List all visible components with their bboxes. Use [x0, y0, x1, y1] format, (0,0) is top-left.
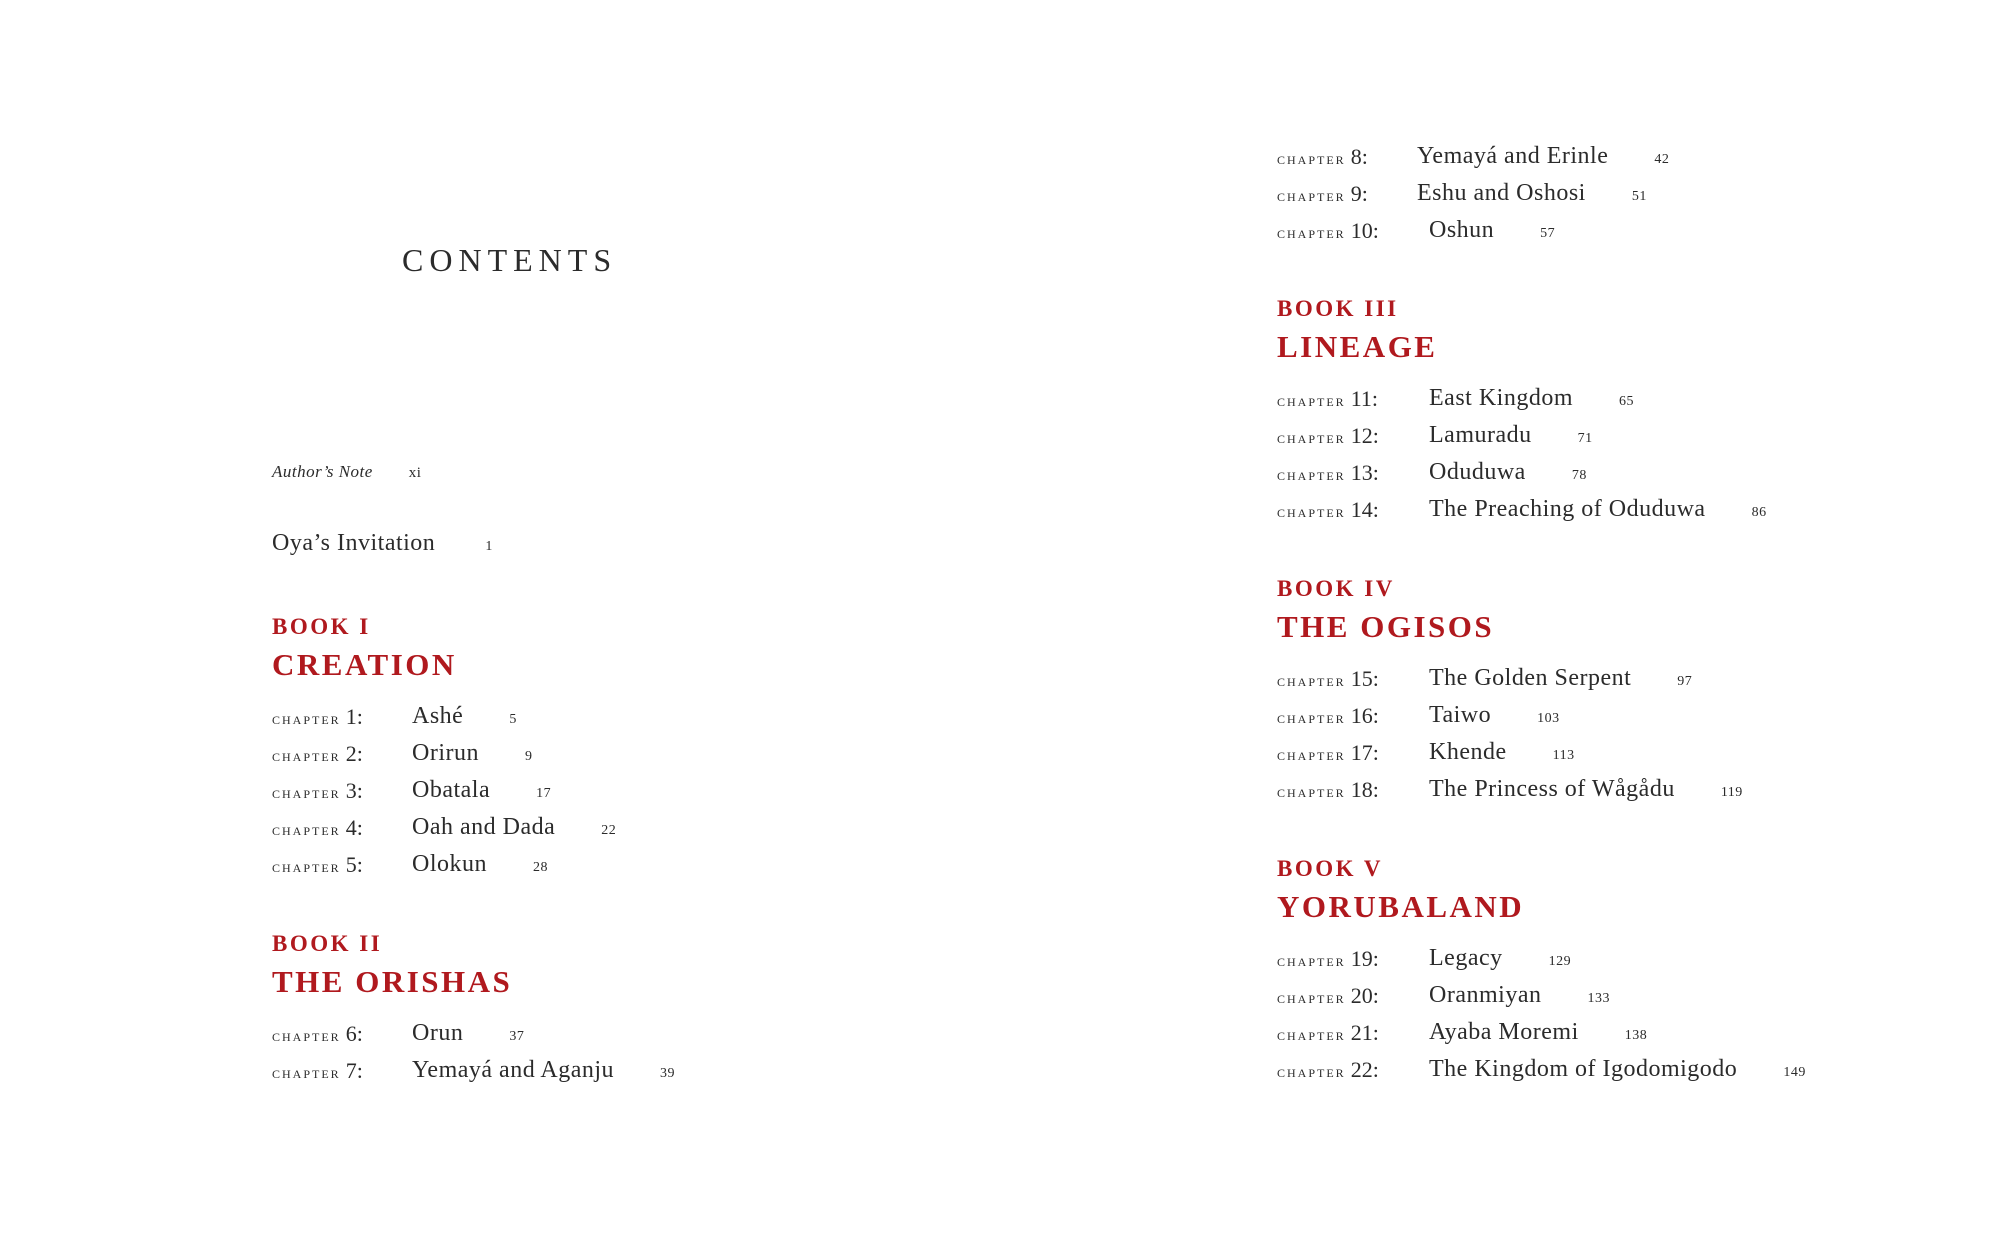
- chapter-page: 129: [1548, 954, 1572, 969]
- chapter-word: chapter: [272, 857, 341, 876]
- chapter-number: 19:: [1350, 946, 1379, 971]
- chapter-list: [272, 1015, 676, 1089]
- chapter-title-wrap: [412, 735, 532, 775]
- chapter-entry[interactable]: [1277, 771, 1743, 808]
- chapter-number: 6:: [345, 1021, 363, 1046]
- chapter-word: chapter: [1277, 465, 1346, 484]
- chapter-number: 12:: [1350, 423, 1379, 448]
- chapter-word: chapter: [1277, 782, 1346, 801]
- chapter-page: 28: [533, 860, 548, 875]
- chapter-entry[interactable]: [1277, 417, 1593, 454]
- invitation-title: Oya’s Invitation: [272, 530, 436, 556]
- chapter-title-wrap: [1429, 417, 1593, 457]
- book-section-continued: [1277, 138, 1670, 249]
- chapter-title-wrap: [1429, 212, 1555, 252]
- book-section: [272, 610, 617, 883]
- chapter-word: chapter: [1277, 951, 1346, 970]
- chapter-title: Oduduwa: [1429, 459, 1526, 485]
- chapter-word: chapter: [1277, 186, 1346, 205]
- chapter-entry[interactable]: [1277, 454, 1587, 491]
- chapter-title-wrap: [1429, 734, 1575, 774]
- book-section: [1277, 852, 1806, 1088]
- chapter-word: chapter: [1277, 1025, 1346, 1044]
- chapter-entry[interactable]: [1277, 138, 1670, 175]
- chapter-number: 7:: [345, 1058, 363, 1083]
- book-title: YORUBALAND: [1277, 889, 1525, 924]
- chapter-word: chapter: [1277, 671, 1346, 690]
- chapter-title-wrap: [412, 1015, 524, 1055]
- chapter-word: chapter: [1277, 988, 1346, 1007]
- chapter-page: 133: [1587, 991, 1610, 1006]
- chapter-number: 4:: [345, 815, 363, 840]
- contents-title: CONTENTS: [402, 242, 618, 278]
- chapter-page: 39: [660, 1066, 676, 1081]
- chapter-word: chapter: [272, 709, 341, 728]
- chapter-word: chapter: [272, 820, 341, 839]
- chapter-number: 20:: [1350, 983, 1379, 1008]
- chapter-number: 10:: [1350, 218, 1379, 243]
- chapter-number: 3:: [345, 778, 363, 803]
- chapter-title: Ashé: [412, 703, 464, 729]
- chapter-title-wrap: [1429, 977, 1610, 1017]
- chapter-title: Obatala: [412, 777, 491, 803]
- chapter-entry[interactable]: [1277, 1051, 1806, 1088]
- chapter-word: chapter: [1277, 149, 1346, 168]
- chapter-page: 78: [1571, 468, 1587, 483]
- chapter-page: 57: [1540, 226, 1556, 241]
- chapter-title-wrap: [412, 809, 616, 849]
- chapter-page: 119: [1720, 785, 1743, 800]
- chapter-title: Legacy: [1429, 945, 1503, 971]
- chapter-number: 2:: [345, 741, 363, 766]
- chapter-title: Oranmiyan: [1429, 982, 1542, 1008]
- chapter-title-wrap: [1429, 454, 1587, 494]
- chapter-entry[interactable]: [272, 809, 617, 846]
- chapter-page: 103: [1537, 711, 1560, 726]
- right-page: [1000, 0, 2000, 1233]
- chapter-title: Yemayá and Aganju: [412, 1057, 615, 1083]
- book-title: THE OGISOS: [1277, 609, 1495, 644]
- chapter-word: chapter: [272, 1063, 341, 1082]
- chapter-page: 22: [601, 823, 617, 838]
- chapter-list: [1277, 380, 1767, 528]
- chapter-number: 15:: [1350, 666, 1379, 691]
- book-label: BOOK III: [1277, 296, 1399, 321]
- chapter-page: 97: [1677, 674, 1693, 689]
- chapter-title: Eshu and Oshosi: [1417, 180, 1586, 206]
- chapter-entry[interactable]: [1277, 734, 1575, 771]
- chapter-title: Oah and Dada: [412, 814, 556, 840]
- book-label: BOOK IV: [1277, 576, 1395, 601]
- chapter-number: 1:: [345, 704, 363, 729]
- chapter-entry[interactable]: [1277, 1014, 1648, 1051]
- book-section: [1277, 572, 1743, 808]
- chapter-title: The Princess of Wågådu: [1429, 776, 1675, 802]
- authors-note-label: Author’s Note: [272, 462, 373, 481]
- book-section: [1277, 292, 1767, 528]
- chapter-number: 8:: [1350, 144, 1368, 169]
- chapter-number: 11:: [1350, 386, 1378, 411]
- authors-note-entry[interactable]: [272, 462, 421, 482]
- chapter-title-wrap: [1417, 138, 1669, 178]
- chapter-title: The Golden Serpent: [1429, 665, 1632, 691]
- chapter-title-wrap: [1429, 491, 1767, 531]
- chapter-title-wrap: [412, 698, 517, 738]
- chapter-number: 21:: [1350, 1020, 1379, 1045]
- chapter-entry[interactable]: [1277, 660, 1693, 697]
- chapter-page: 149: [1783, 1065, 1806, 1080]
- chapter-page: 113: [1552, 748, 1575, 763]
- chapter-list: [1277, 138, 1670, 249]
- chapter-title-wrap: [1429, 1051, 1806, 1091]
- chapter-entry[interactable]: [272, 1052, 676, 1089]
- chapter-title-wrap: [1429, 771, 1743, 811]
- chapter-title-wrap: [1429, 940, 1571, 980]
- chapter-page: 138: [1624, 1028, 1648, 1043]
- book-section: [272, 927, 676, 1089]
- chapter-title: The Preaching of Oduduwa: [1429, 496, 1706, 522]
- chapter-list: [1277, 940, 1806, 1088]
- invitation-entry[interactable]: [272, 530, 493, 557]
- chapter-title-wrap: [412, 1052, 675, 1092]
- book-title: THE ORISHAS: [272, 964, 513, 999]
- chapter-title-wrap: [412, 772, 551, 812]
- chapter-title: Yemayá and Erinle: [1417, 143, 1609, 169]
- chapter-entry[interactable]: [1277, 977, 1610, 1014]
- chapter-title: Orun: [412, 1020, 464, 1046]
- chapter-number: 5:: [345, 852, 363, 877]
- chapter-title-wrap: [1429, 1014, 1647, 1054]
- book-label: BOOK I: [272, 614, 371, 639]
- book-label: BOOK II: [272, 931, 383, 956]
- chapter-title: Orirun: [412, 740, 479, 766]
- chapter-number: 9:: [1350, 181, 1368, 206]
- chapter-word: chapter: [1277, 1062, 1346, 1081]
- chapter-entry[interactable]: [272, 735, 533, 772]
- book-title: CREATION: [272, 647, 457, 682]
- chapter-title: The Kingdom of Igodomigodo: [1429, 1056, 1738, 1082]
- chapter-title: Taiwo: [1429, 702, 1492, 728]
- chapter-title-wrap: [1429, 660, 1692, 700]
- chapter-entry[interactable]: [272, 1015, 525, 1052]
- chapter-entry[interactable]: [272, 846, 548, 883]
- chapter-title-wrap: [1429, 380, 1634, 420]
- chapter-word: chapter: [1277, 745, 1346, 764]
- chapter-page: 71: [1577, 431, 1593, 446]
- chapter-entry[interactable]: [1277, 212, 1556, 249]
- chapter-word: chapter: [272, 1026, 341, 1045]
- chapter-title-wrap: [1417, 175, 1647, 215]
- chapter-page: 37: [509, 1029, 525, 1044]
- chapter-entry[interactable]: [1277, 940, 1572, 977]
- chapter-number: 14:: [1350, 497, 1379, 522]
- chapter-entry[interactable]: [1277, 491, 1767, 528]
- chapter-word: chapter: [1277, 502, 1346, 521]
- chapter-word: chapter: [272, 783, 341, 802]
- chapter-entry[interactable]: [1277, 380, 1634, 417]
- chapter-page: 5: [509, 712, 517, 727]
- chapter-entry[interactable]: [272, 772, 552, 809]
- chapter-title-wrap: [412, 846, 548, 886]
- chapter-number: 22:: [1350, 1057, 1379, 1082]
- chapter-page: 9: [524, 749, 533, 764]
- chapter-page: 17: [536, 786, 552, 801]
- chapter-title: Olokun: [412, 851, 487, 877]
- chapter-word: chapter: [1277, 391, 1346, 410]
- chapter-page: 86: [1751, 505, 1767, 520]
- chapter-title: Oshun: [1429, 217, 1495, 243]
- chapter-word: chapter: [1277, 428, 1346, 447]
- chapter-list: [272, 698, 617, 883]
- chapter-title-wrap: [1429, 697, 1560, 737]
- chapter-entry[interactable]: [272, 698, 517, 735]
- chapter-number: 16:: [1350, 703, 1379, 728]
- chapter-title: Ayaba Moremi: [1429, 1019, 1579, 1045]
- chapter-entry[interactable]: [1277, 175, 1647, 212]
- chapter-title: Lamuradu: [1429, 422, 1532, 448]
- chapter-number: 13:: [1350, 460, 1379, 485]
- book-title: LINEAGE: [1277, 329, 1438, 364]
- chapter-title: Khende: [1429, 739, 1507, 765]
- book-label: BOOK V: [1277, 856, 1383, 881]
- chapter-number: 17:: [1350, 740, 1379, 765]
- chapter-title: East Kingdom: [1429, 385, 1573, 411]
- chapter-list: [1277, 660, 1743, 808]
- chapter-page: 51: [1631, 189, 1647, 204]
- invitation-page: 1: [485, 539, 493, 554]
- chapter-entry[interactable]: [1277, 697, 1560, 734]
- chapter-word: chapter: [1277, 708, 1346, 727]
- chapter-word: chapter: [272, 746, 341, 765]
- authors-note-page: xi: [408, 465, 422, 481]
- chapter-page: 65: [1619, 394, 1634, 409]
- chapter-number: 18:: [1350, 777, 1379, 802]
- chapter-word: chapter: [1277, 223, 1346, 242]
- chapter-page: 42: [1654, 152, 1670, 167]
